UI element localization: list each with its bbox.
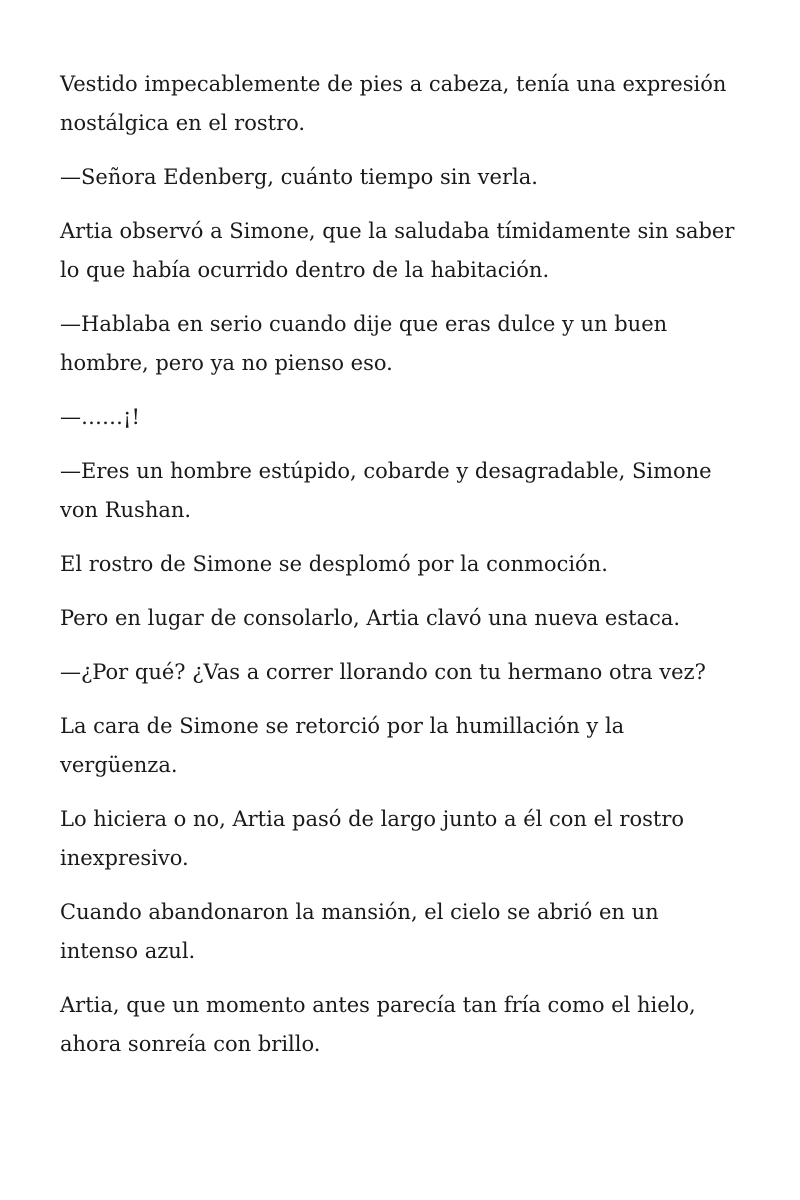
paragraph: Cuando abandonaron la mansión, el cielo se abrió en un intenso azul. (60, 900, 659, 963)
paragraph: —¿Por qué? ¿Vas a correr llorando con tu hermano otra vez? (60, 660, 706, 684)
paragraph: Artia, que un momento antes parecía tan fría como el hielo, ahora sonreía con brillo. (60, 993, 696, 1056)
paragraph: Pero en lugar de consolarlo, Artia clavó una nueva estaca. (60, 606, 681, 630)
paragraph: —Eres un hombre estúpido, cobarde y desagradable, Simone von Rushan. (60, 459, 712, 522)
paragraph: —Señora Edenberg, cuánto tiempo sin verla. (60, 165, 538, 189)
paragraph: Artia observó a Simone, que la saludaba tímidamente sin saber lo que había ocurrido dentro de la habitación. (60, 219, 735, 282)
paragraph: Lo hiciera o no, Artia pasó de largo junto a él con el rostro inexpresivo. (60, 807, 685, 870)
paragraph: El rostro de Simone se desplomó por la conmoción. (60, 552, 608, 576)
paragraph: —……¡! (60, 405, 140, 429)
paragraph: La cara de Simone se retorció por la humillación y la vergüenza. (60, 714, 625, 777)
paragraph: —Hablaba en serio cuando dije que eras dulce y un buen hombre, pero ya no pienso eso. (60, 312, 668, 375)
paragraph: Vestido impecablemente de pies a cabeza, tenía una expresión nostálgica en el rostro. (60, 72, 727, 135)
